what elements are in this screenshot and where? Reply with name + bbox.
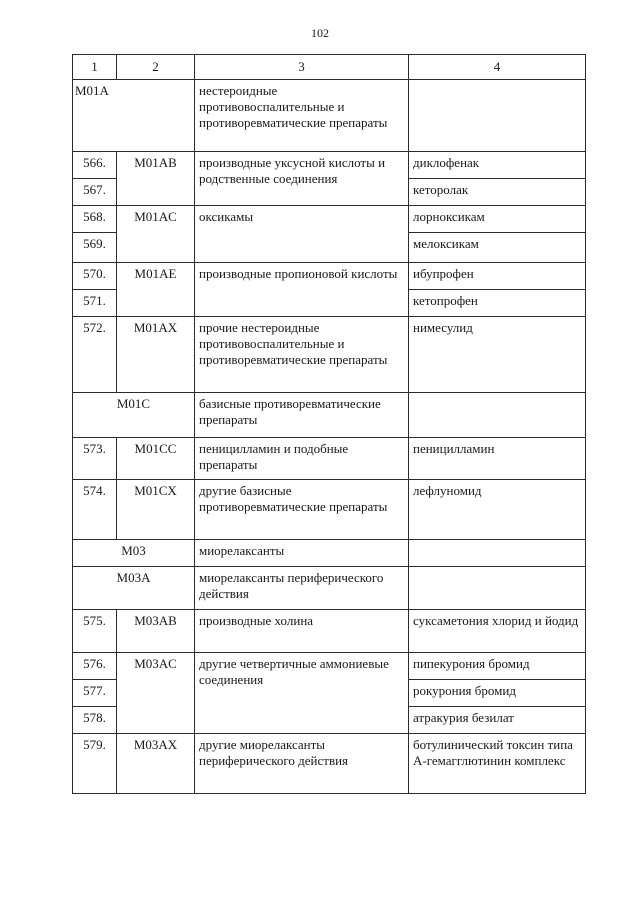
atc-code: M01CX xyxy=(117,480,195,540)
atc-code: M03 xyxy=(73,540,195,567)
drug-name xyxy=(409,80,586,152)
atc-group-name: производные пропионовой кислоты xyxy=(195,263,409,317)
atc-code: M01A xyxy=(73,80,195,152)
drug-name: нимесулид xyxy=(409,317,586,393)
row-number: 576. xyxy=(73,653,117,680)
atc-group-name: прочие нестероидные противовоспалительные и противоревматические препараты xyxy=(195,317,409,393)
header-col-3: 3 xyxy=(195,55,409,80)
atc-group-name: нестероидные противовоспалительные и противоревматические препараты xyxy=(195,80,409,152)
atc-code: M01CC xyxy=(117,438,195,480)
table-row xyxy=(73,206,586,233)
drug-name: ибупрофен xyxy=(409,263,586,290)
drug-name: лефлуномид xyxy=(409,480,586,540)
row-number: 577. xyxy=(73,680,117,707)
atc-group-name: пеницилламин и подобные препараты xyxy=(195,438,409,480)
table-row xyxy=(73,540,586,567)
header-col-4: 4 xyxy=(409,55,586,80)
drug-classification-table xyxy=(72,54,586,794)
atc-group-name: миорелаксанты периферического действия xyxy=(195,567,409,610)
atc-group-name: производные уксусной кислоты и родственные соединения xyxy=(195,152,409,206)
atc-code: M01AC xyxy=(117,206,195,263)
row-number: 567. xyxy=(73,179,117,206)
atc-code: M03AX xyxy=(117,734,195,794)
row-number: 573. xyxy=(73,438,117,480)
drug-name: ботулинический токсин типа А-гемагглютинин комплекс xyxy=(409,734,586,794)
drug-name: кетопрофен xyxy=(409,290,586,317)
atc-group-name: другие четвертичные аммониевые соединения xyxy=(195,653,409,734)
atc-group-name: производные холина xyxy=(195,610,409,653)
atc-code: M03AC xyxy=(117,653,195,734)
row-number: 571. xyxy=(73,290,117,317)
table-row xyxy=(73,567,586,610)
atc-code: M01C xyxy=(73,393,195,438)
table-row xyxy=(73,80,586,152)
table-row xyxy=(73,317,586,393)
page-number: 102 xyxy=(311,26,329,40)
atc-code: M03AB xyxy=(117,610,195,653)
drug-name: суксаметония хлорид и йодид xyxy=(409,610,586,653)
header-col-1: 1 xyxy=(73,55,117,80)
atc-group-name: миорелаксанты xyxy=(195,540,409,567)
drug-name: кеторолак xyxy=(409,179,586,206)
row-number: 566. xyxy=(73,152,117,179)
atc-group-name: оксикамы xyxy=(195,206,409,263)
row-number: 575. xyxy=(73,610,117,653)
row-number: 569. xyxy=(73,233,117,263)
table-row xyxy=(73,152,586,179)
atc-code: M01AE xyxy=(117,263,195,317)
atc-code: M01AB xyxy=(117,152,195,206)
drug-name xyxy=(409,393,586,438)
drug-name: лорноксикам xyxy=(409,206,586,233)
header-row xyxy=(73,55,586,80)
row-number: 579. xyxy=(73,734,117,794)
table-row xyxy=(73,480,586,540)
table-row xyxy=(73,653,586,680)
atc-code: M01AX xyxy=(117,317,195,393)
table-row xyxy=(73,263,586,290)
row-number: 570. xyxy=(73,263,117,290)
drug-name: мелоксикам xyxy=(409,233,586,263)
row-number: 572. xyxy=(73,317,117,393)
atc-group-name: другие базисные противоревматические препараты xyxy=(195,480,409,540)
row-number: 568. xyxy=(73,206,117,233)
atc-code: M03A xyxy=(73,567,195,610)
atc-group-name: другие миорелаксанты периферического действия xyxy=(195,734,409,794)
table-row xyxy=(73,734,586,794)
row-number: 578. xyxy=(73,707,117,734)
drug-name: пипекурония бромид xyxy=(409,653,586,680)
header-col-2: 2 xyxy=(117,55,195,80)
drug-name: атракурия безилат xyxy=(409,707,586,734)
drug-name: пеницилламин xyxy=(409,438,586,480)
drug-name xyxy=(409,540,586,567)
drug-name: рокурония бромид xyxy=(409,680,586,707)
table-row xyxy=(73,610,586,653)
table-row xyxy=(73,438,586,480)
drug-name: диклофенак xyxy=(409,152,586,179)
table-row xyxy=(73,393,586,438)
atc-group-name: базисные противоревматические препараты xyxy=(195,393,409,438)
drug-name xyxy=(409,567,586,610)
row-number: 574. xyxy=(73,480,117,540)
